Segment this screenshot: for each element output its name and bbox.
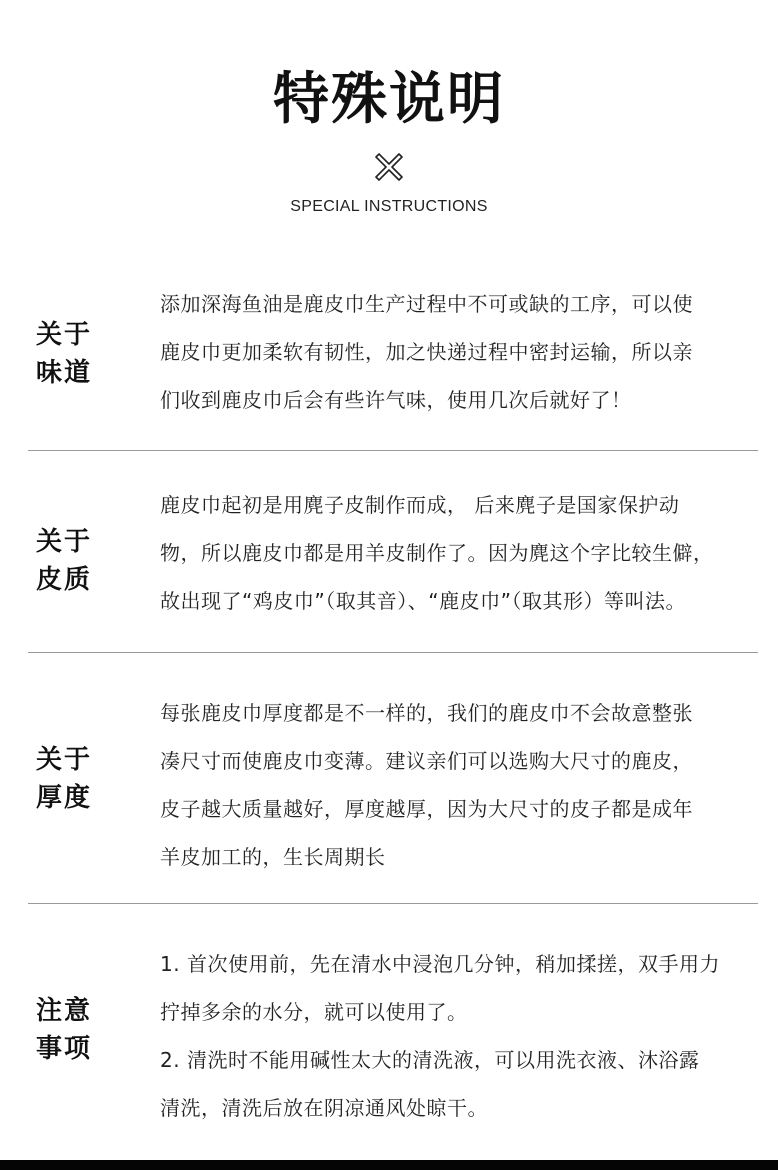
body-line: 1. 首次使用前，先在清水中浸泡几分钟，稍加揉搓，双手用力 [160,952,720,976]
body-line: 2. 清洗时不能用碱性太大的清洗液，可以用洗衣液、沐浴露 [160,1048,700,1072]
body-line: 故出现了“鸡皮巾”（取其音）、“鹿皮巾”（取其形）等叫法。 [160,589,686,613]
section-heading-line: 皮质 [36,565,93,595]
body-line: 清洗，清洗后放在阴凉通风处晾干。 [160,1096,488,1120]
section-heading [36,741,116,817]
section-heading-line: 关于 [36,745,93,775]
section-smell [0,260,778,450]
body-line: 凑尺寸而使鹿皮巾变薄。建议亲们可以选购大尺寸的鹿皮， [160,749,693,773]
section-heading-line: 关于 [36,527,93,557]
body-line: 添加深海鱼油是鹿皮巾生产过程中不可或缺的工序，可以使 [160,292,693,316]
body-line: 物，所以鹿皮巾都是用羊皮制作了。因为麂这个字比较生僻， [160,541,714,565]
section-heading [36,523,116,599]
page-header [0,0,778,250]
body-line: 拧掉多余的水分，就可以使用了。 [160,1000,468,1024]
section-heading-line: 事项 [36,1034,93,1064]
section-heading-line: 关于 [36,320,93,350]
page-title: 特殊说明 [273,67,505,132]
section-heading-line: 注意 [36,996,93,1026]
section-thickness [0,653,778,903]
body-line: 们收到鹿皮巾后会有些许气味，使用几次后就好了！ [160,388,632,412]
section-body [160,689,752,881]
section-heading [36,992,116,1068]
section-body [160,280,752,424]
section-body [160,940,752,1132]
body-line: 鹿皮巾更加柔软有韧性，加之快递过程中密封运输，所以亲 [160,340,693,364]
section-heading [36,316,116,392]
section-heading-line: 厚度 [36,783,93,813]
body-line: 每张鹿皮巾厚度都是不一样的，我们的鹿皮巾不会故意整张 [160,701,693,725]
body-line: 鹿皮巾起初是用麂子皮制作而成， 后来麂子是国家保护动 [160,493,680,517]
section-notes [0,904,778,1144]
section-body [160,481,752,625]
body-line: 羊皮加工的，生长周期长 [160,845,386,869]
body-line: 皮子越大质量越好，厚度越厚，因为大尺寸的皮子都是成年 [160,797,693,821]
section-material [0,451,778,651]
x-cross-icon [373,151,405,183]
page-subtitle: SPECIAL INSTRUCTIONS [290,198,488,215]
section-heading-line: 味道 [36,358,93,388]
bottom-bar [0,1160,778,1170]
